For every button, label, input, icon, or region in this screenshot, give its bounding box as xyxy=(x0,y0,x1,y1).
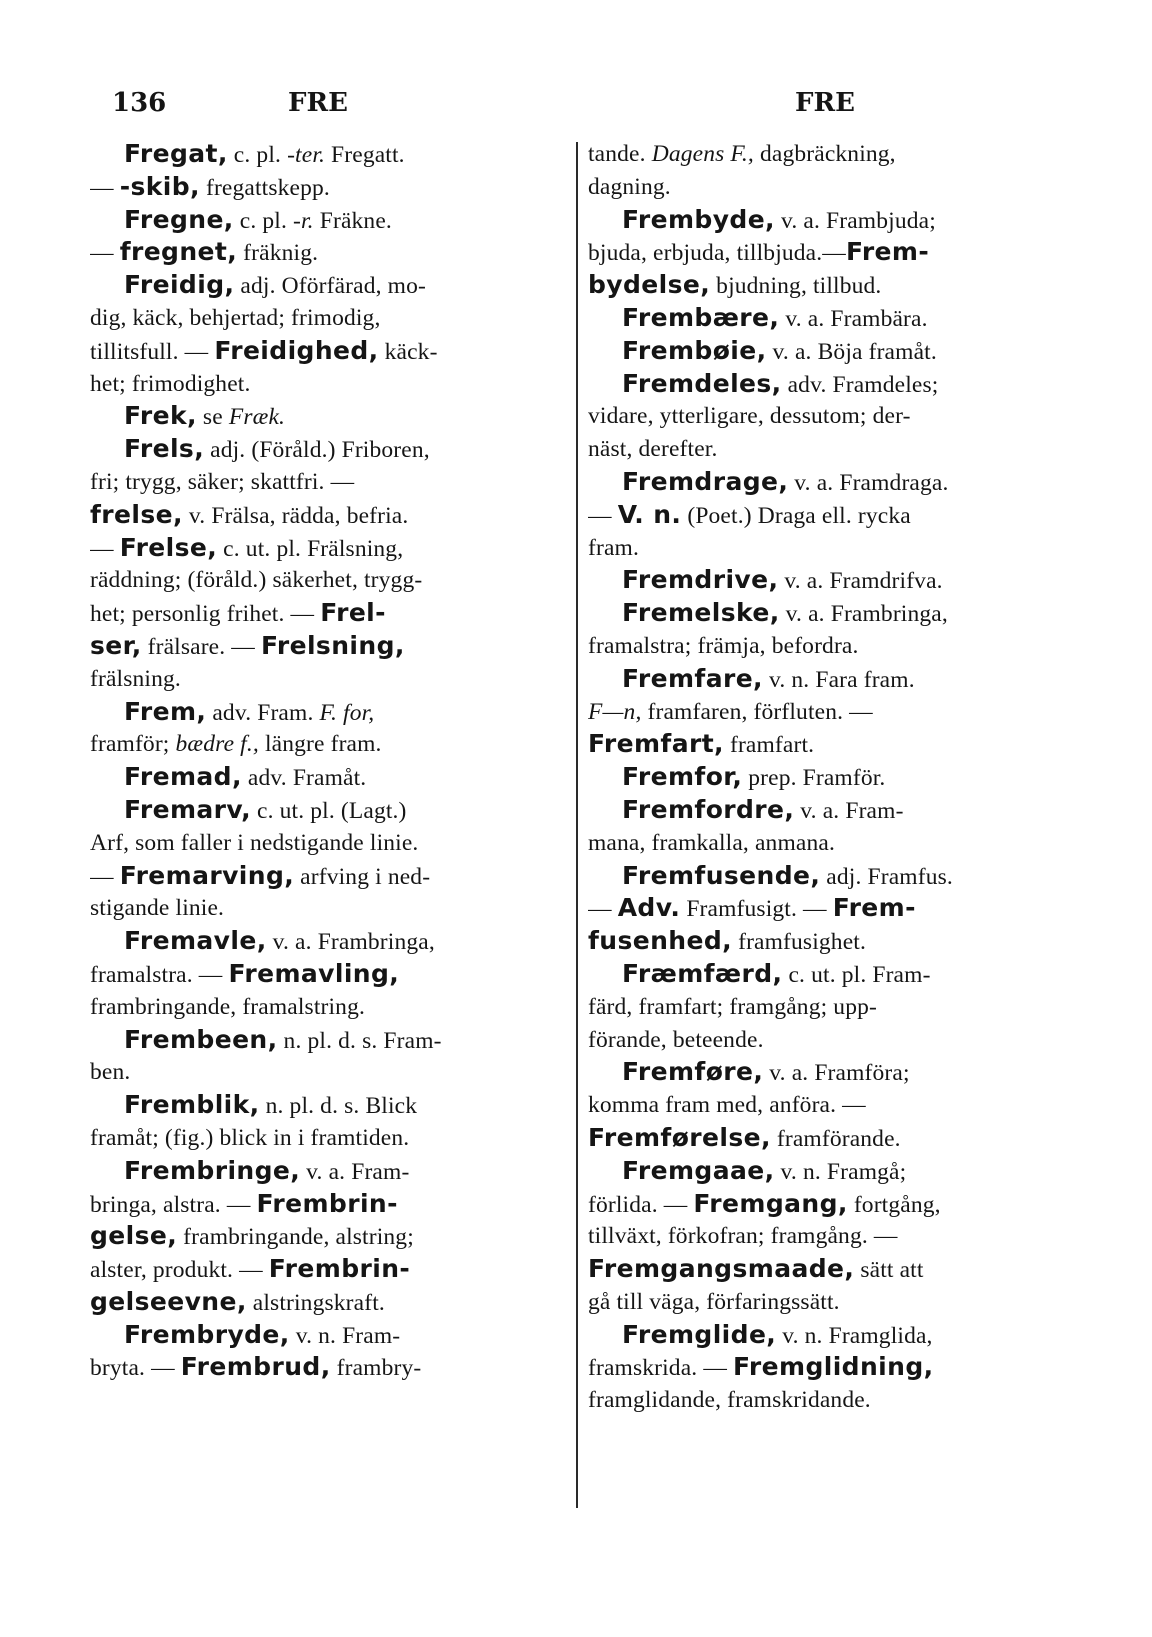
headword: Fremfare, xyxy=(622,663,763,693)
text-line xyxy=(90,466,555,499)
headword: Fræmfærd, xyxy=(622,958,783,988)
left-guide-word: FRE xyxy=(288,88,348,118)
headword: Fremføre, xyxy=(622,1057,764,1087)
headword: bydelse, xyxy=(588,270,711,300)
definition-text: v. a. Fram- xyxy=(794,797,904,824)
italic-text: Dagens F., xyxy=(651,141,754,167)
definition-text: komma fram med, anföra. — xyxy=(588,1092,866,1119)
text-line xyxy=(90,532,555,565)
text-line xyxy=(588,466,1053,499)
definition-text: sätt att xyxy=(854,1257,924,1284)
text-line xyxy=(588,564,1053,597)
headword: Frels, xyxy=(124,434,205,464)
text-line xyxy=(588,138,1053,171)
text-line xyxy=(588,892,1053,925)
text-line xyxy=(90,302,555,335)
definition-text: ben. xyxy=(90,1059,131,1086)
headword: gelse, xyxy=(90,1221,178,1251)
headword: Frembyde, xyxy=(622,204,775,234)
definition-text: c. ut. pl. Fram- xyxy=(782,961,931,988)
text-line xyxy=(90,1155,555,1188)
headword: Fremarving, xyxy=(119,860,295,890)
headword: Frel- xyxy=(320,598,386,628)
text-line xyxy=(90,433,555,466)
headword: Fremgang, xyxy=(693,1188,848,1218)
italic-text: F. for, xyxy=(319,699,375,726)
text-line xyxy=(588,1089,1053,1122)
headword: Frelsning, xyxy=(261,630,405,660)
text-line xyxy=(588,236,1053,269)
definition-text: v. n. Framglida, xyxy=(776,1322,933,1349)
text-line xyxy=(588,630,1053,663)
definition-text: bringa, alstra. — xyxy=(90,1191,257,1218)
headword: Fremgaae, xyxy=(622,1155,775,1185)
text-line xyxy=(90,1089,555,1122)
headword: gelseevne, xyxy=(90,1286,247,1316)
italic-text: -ter. xyxy=(287,142,326,168)
definition-text: — xyxy=(90,240,120,267)
text-line xyxy=(588,696,1053,729)
definition-text: tillväxt, förkofran; framgång. — xyxy=(588,1223,898,1250)
headword: frelse, xyxy=(90,499,183,529)
text-line xyxy=(588,1351,1053,1384)
definition-text: dagbräckning, xyxy=(753,141,896,167)
headword: Freidighed, xyxy=(214,335,379,365)
text-line xyxy=(588,302,1053,335)
text-line xyxy=(588,368,1053,401)
definition-text: bjuda, erbjuda, tillbjuda.— xyxy=(588,240,846,267)
definition-text: framåt; (fig.) blick in i framtiden. xyxy=(90,1124,410,1151)
definition-text: v. n. Fram- xyxy=(289,1322,401,1349)
italic-text: Fræk. xyxy=(228,404,286,431)
definition-text: Fregatt. xyxy=(325,142,405,168)
text-line xyxy=(90,1024,555,1057)
headword: Fremglide, xyxy=(622,1319,777,1349)
text-line xyxy=(90,1056,555,1089)
definition-text: Fräkne. xyxy=(313,207,392,234)
definition-text: vidare, ytterligare, dessutom; der- xyxy=(588,403,911,430)
text-line xyxy=(588,1122,1053,1155)
headword: Frek, xyxy=(124,401,197,431)
definition-text: tande. xyxy=(588,141,652,167)
definition-text: frälsare. — xyxy=(141,633,261,660)
text-line xyxy=(90,204,555,237)
definition-text: fram. xyxy=(588,534,639,561)
text-line xyxy=(90,368,555,401)
text-line xyxy=(90,236,555,269)
right-column xyxy=(588,138,1053,1417)
text-line xyxy=(90,1122,555,1155)
text-line xyxy=(588,1384,1053,1417)
text-line xyxy=(588,597,1053,630)
definition-text: (Poet.) Draga ell. rycka xyxy=(681,502,911,529)
text-line xyxy=(90,1220,555,1253)
definition-text: bjudning, tillbud. xyxy=(710,273,882,300)
text-line xyxy=(588,269,1053,302)
definition-text: v. a. Frambringa, xyxy=(779,601,948,628)
text-line xyxy=(588,499,1053,532)
headword: Frembære, xyxy=(622,302,780,332)
text-line xyxy=(90,1319,555,1352)
text-line xyxy=(588,400,1053,433)
definition-text: v. a. Framdraga. xyxy=(788,469,949,496)
definition-text: n. pl. d. s. Fram- xyxy=(277,1027,442,1054)
definition-text: dagning. xyxy=(588,173,671,200)
headword: V. n. xyxy=(617,499,682,529)
headword: Adv. xyxy=(617,893,681,923)
text-line xyxy=(90,1188,555,1221)
headword: Fregat, xyxy=(124,139,228,168)
definition-text: gå till väga, förfaringssätt. xyxy=(588,1288,840,1315)
definition-text: — xyxy=(90,174,120,201)
text-line xyxy=(90,663,555,696)
text-line xyxy=(588,663,1053,696)
definition-text: v. a. Böja framåt. xyxy=(766,338,937,365)
headword: Frem- xyxy=(832,893,916,923)
headword: Fremdeles, xyxy=(622,368,782,398)
headword: Frem- xyxy=(845,237,930,267)
headword: Freidig, xyxy=(124,270,235,300)
definition-text: het; frimodighet. xyxy=(90,370,251,397)
text-line xyxy=(588,728,1053,761)
text-line xyxy=(588,761,1053,794)
definition-text: c. pl. xyxy=(227,142,288,168)
headword: Frembrud, xyxy=(180,1352,331,1382)
definition-text: v. a. Frambjuda; xyxy=(774,207,936,234)
italic-text: bædre f., xyxy=(175,731,259,758)
text-line xyxy=(588,1286,1053,1319)
text-line xyxy=(588,1220,1053,1253)
text-line xyxy=(90,138,555,171)
headword: Fremarv, xyxy=(124,794,251,824)
definition-text: tillitsfull. — xyxy=(90,338,215,365)
text-line xyxy=(588,827,1053,860)
headword: Fremdrage, xyxy=(622,466,789,496)
text-line xyxy=(588,335,1053,368)
definition-text: adv. Fram. xyxy=(206,699,320,726)
definition-text: framglidande, framskridande. xyxy=(588,1387,871,1414)
definition-text: adv. Framåt. xyxy=(241,765,367,792)
definition-text: c. ut. pl. (Lagt.) xyxy=(250,797,407,824)
definition-text: se xyxy=(196,404,229,431)
definition-text: alster, produkt. — xyxy=(90,1257,269,1284)
headword: Fremglidning, xyxy=(733,1352,934,1382)
definition-text: framalstra; främja, befordra. xyxy=(588,632,859,659)
definition-text: v. a. Frambringa, xyxy=(266,929,435,956)
text-line xyxy=(90,335,555,368)
headword: Fremførelse, xyxy=(588,1122,771,1152)
definition-text: bryta. — xyxy=(90,1355,181,1382)
definition-text: framfusighet. xyxy=(732,929,866,956)
headword: Fremgangsmaade, xyxy=(588,1254,855,1284)
definition-text: dig, käck, behjertad; frimodig, xyxy=(90,304,381,331)
text-line xyxy=(90,564,555,597)
definition-text: förlida. — xyxy=(588,1191,694,1218)
definition-text: framfaren, förfluten. — xyxy=(641,698,873,725)
definition-text: c. pl. xyxy=(233,207,294,234)
definition-text: v. n. Framgå; xyxy=(774,1158,907,1185)
text-line xyxy=(90,630,555,663)
text-line xyxy=(90,991,555,1024)
definition-text: alstringskraft. xyxy=(246,1289,385,1316)
headword: Frembrin- xyxy=(256,1188,398,1218)
definition-text: fri; trygg, säker; skattfri. — xyxy=(90,468,355,495)
text-line xyxy=(90,958,555,991)
definition-text: framalstra. — xyxy=(90,961,229,988)
headword: Fregne, xyxy=(124,204,234,234)
headword: fusenhed, xyxy=(588,926,733,956)
text-line xyxy=(90,860,555,893)
text-line xyxy=(90,597,555,630)
definition-text: v. a. Framföra; xyxy=(763,1060,910,1087)
text-line xyxy=(588,925,1053,958)
headword: Fremblik, xyxy=(124,1090,260,1120)
text-line xyxy=(588,958,1053,991)
definition-text: frambringande, framalstring. xyxy=(90,993,366,1020)
text-line xyxy=(588,171,1053,204)
text-line xyxy=(90,1286,555,1319)
definition-text: käck- xyxy=(378,338,438,365)
definition-text: adj. (Föråld.) Friboren, xyxy=(204,437,430,464)
definition-text: arfving i ned- xyxy=(294,863,431,890)
page-number: 136 xyxy=(112,88,167,118)
definition-text: Arf, som faller i nedstigande linie. xyxy=(90,829,419,856)
text-line xyxy=(588,1024,1053,1057)
definition-text: v. n. Fara fram. xyxy=(762,666,915,693)
headword: Frembrin- xyxy=(268,1254,411,1284)
text-line xyxy=(90,728,555,761)
definition-text: — xyxy=(90,863,120,890)
headword: Frelse, xyxy=(119,532,218,562)
headword: ser, xyxy=(90,630,142,660)
definition-text: adj. Oförfärad, mo- xyxy=(234,273,426,300)
text-line xyxy=(90,171,555,204)
definition-text: frambringande, alstring; xyxy=(177,1224,414,1251)
definition-text: fortgång, xyxy=(847,1191,941,1218)
definition-text: näst, derefter. xyxy=(588,436,718,463)
definition-text: frälsning. xyxy=(90,665,181,692)
definition-text: Framfusigt. — xyxy=(680,896,833,923)
definition-text: förande, beteende. xyxy=(588,1026,764,1053)
text-line xyxy=(90,696,555,729)
definition-text: framfart. xyxy=(723,732,815,759)
text-line xyxy=(588,204,1053,237)
column-divider xyxy=(576,142,578,1508)
text-line xyxy=(90,925,555,958)
definition-text: — xyxy=(588,502,618,529)
headword: Fremfordre, xyxy=(622,794,795,824)
headword: Fremad, xyxy=(124,762,242,792)
left-column xyxy=(90,138,555,1384)
right-guide-word: FRE xyxy=(795,88,855,118)
headword: fregnet, xyxy=(119,237,238,267)
text-line xyxy=(588,1253,1053,1286)
text-line xyxy=(90,499,555,532)
definition-text: stigande linie. xyxy=(90,895,225,922)
definition-text: räddning; (föråld.) säkerhet, trygg- xyxy=(90,567,423,594)
headword: Frembringe, xyxy=(124,1155,301,1185)
text-line xyxy=(90,1253,555,1286)
text-line xyxy=(588,1155,1053,1188)
headword: Frembryde, xyxy=(124,1319,290,1349)
definition-text: längre fram. xyxy=(258,731,382,758)
definition-text: färd, framfart; framgång; upp- xyxy=(588,993,877,1020)
definition-text: framförande. xyxy=(770,1125,901,1152)
definition-text: — xyxy=(90,535,120,562)
text-line xyxy=(90,761,555,794)
italic-text: F—n, xyxy=(588,698,642,725)
headword: Fremfusende, xyxy=(622,860,821,890)
text-line xyxy=(588,1056,1053,1089)
definition-text: v. a. Frambära. xyxy=(779,305,928,332)
text-line xyxy=(90,269,555,302)
definition-text: v. a. Fram- xyxy=(300,1158,410,1185)
headword: Fremdrive, xyxy=(622,565,779,595)
headword: Fremfor, xyxy=(622,762,743,792)
text-line xyxy=(588,433,1053,466)
definition-text: n. pl. d. s. Blick xyxy=(259,1093,418,1120)
headword: Frem, xyxy=(124,696,207,726)
text-line xyxy=(588,532,1053,565)
definition-text: c. ut. pl. Frälsning, xyxy=(217,535,404,562)
text-line xyxy=(588,1188,1053,1221)
definition-text: framför; xyxy=(90,731,176,758)
text-line xyxy=(90,827,555,860)
headword: Frembeen, xyxy=(124,1024,278,1054)
definition-text: adv. Framdeles; xyxy=(781,371,939,398)
text-line xyxy=(588,794,1053,827)
definition-text: fräknig. xyxy=(237,240,319,267)
headword: Frembøie, xyxy=(622,335,767,365)
headword: Fremavle, xyxy=(124,926,267,956)
text-line xyxy=(588,1319,1053,1352)
definition-text: mana, framkalla, anmana. xyxy=(588,829,835,856)
text-line xyxy=(90,400,555,433)
headword: Fremelske, xyxy=(622,598,780,628)
definition-text: prep. Framför. xyxy=(742,765,886,792)
definition-text: fregattskepp. xyxy=(199,174,330,201)
definition-text: v. Frälsa, rädda, befria. xyxy=(182,502,409,529)
text-line xyxy=(588,991,1053,1024)
definition-text: framskrida. — xyxy=(588,1355,734,1382)
italic-text: -r. xyxy=(293,207,314,234)
text-line xyxy=(90,794,555,827)
text-line xyxy=(90,1351,555,1384)
definition-text: adj. Framfus. xyxy=(820,863,953,890)
page-header xyxy=(112,88,1072,132)
text-line xyxy=(90,892,555,925)
definition-text: frambry- xyxy=(330,1355,422,1382)
text-line xyxy=(588,860,1053,893)
headword: -skib, xyxy=(119,171,200,201)
definition-text: v. a. Framdrifva. xyxy=(778,568,943,595)
headword: Fremfart, xyxy=(588,729,724,759)
definition-text: het; personlig frihet. — xyxy=(90,601,321,628)
headword: Fremavling, xyxy=(228,958,400,988)
definition-text: — xyxy=(588,896,618,923)
